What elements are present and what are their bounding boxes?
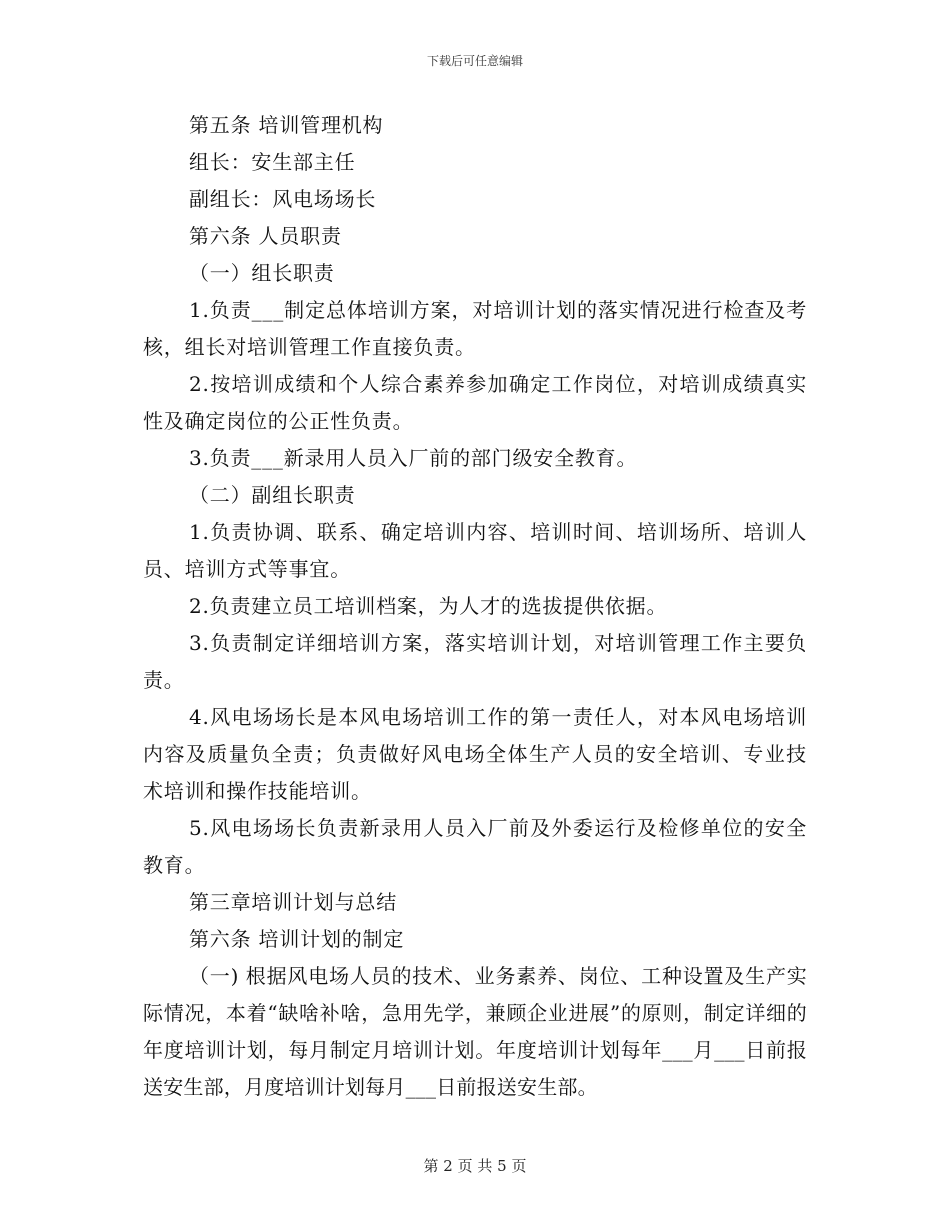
- article-heading: 第六条 人员职责: [189, 224, 342, 248]
- page-number: 第 2 页 共 5 页: [423, 1157, 527, 1175]
- paragraph: 3.负责___新录用人员入厂前的部门级安全教育。: [189, 446, 638, 470]
- section-heading: （一）组长职责: [189, 261, 335, 285]
- paragraph: 5.风电场场长负责新录用人员入厂前及外委运行及检修单位的安全教育。: [143, 816, 807, 877]
- paragraph: 1.负责协调、联系、确定培训内容、培训时间、培训场所、培训人员、培训方式等事宜。: [143, 520, 807, 581]
- paragraph: 3.负责制定详细培训方案，落实培训计划，对培训管理工作主要负责。: [143, 631, 807, 692]
- paragraph: 2.按培训成绩和个人综合素养参加确定工作岗位，对培训成绩真实性及确定岗位的公正性负责。: [143, 372, 807, 433]
- paragraph: 副组长：风电场场长: [189, 187, 377, 211]
- paragraph: （一) 根据风电场人员的技术、业务素养、岗位、工种设置及生产实际情况，本着“缺啥补啥，急用先学，兼顾企业进展”的原则，制定详细的年度培训计划，每月制定月培训计划。年度培训计划每年___月___日前报送安生部，月度培训计划每月___日前报送安生部。: [143, 964, 807, 1099]
- article-heading: 第五条 培训管理机构: [189, 113, 384, 137]
- chapter-heading: 第三章培训计划与总结: [189, 890, 397, 914]
- article-heading: 第六条 培训计划的制定: [189, 927, 405, 951]
- paragraph: 4.风电场场长是本风电场培训工作的第一责任人，对本风电场培训内容及质量负全责；负责做好风电场全体生产人员的安全培训、专业技术培训和操作技能培训。: [143, 705, 807, 803]
- paragraph: 2.负责建立员工培训档案，为人才的选拔提供依据。: [189, 594, 668, 618]
- section-heading: （二）副组长职责: [189, 483, 356, 507]
- paragraph: 组长：安生部主任: [189, 150, 356, 174]
- paragraph: 1.负责___制定总体培训方案，对培训计划的落实情况进行检查及考核，组长对培训管理工作直接负责。: [143, 298, 807, 359]
- document-body: [143, 107, 807, 1106]
- page-header: 下载后可任意编辑: [426, 54, 523, 68]
